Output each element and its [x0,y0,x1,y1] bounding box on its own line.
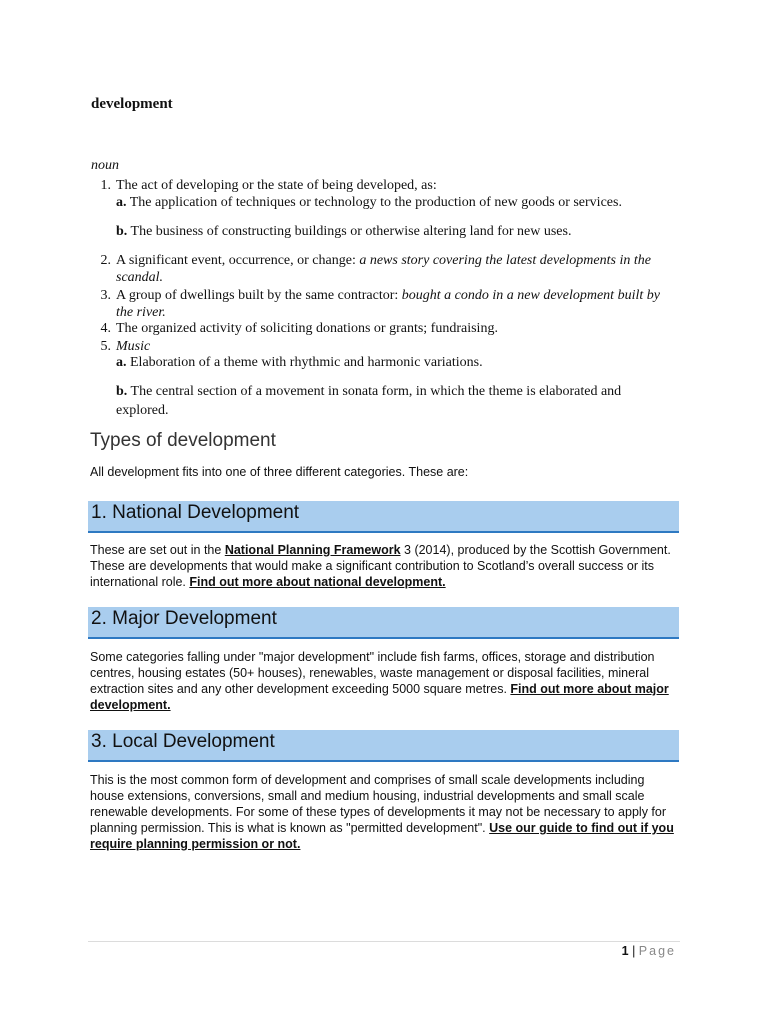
subdefinition [116,222,676,241]
section-paragraph: This is the most common form of development and comprises of small scale developments including house extensions, conversions, small and medium housing, industrial developments and small scale renewable developments. For some of these types of developments it may not be necessary to apply for planning permission. This is what is known as "permitted development". Use our guide to find out if you require planning permission or not. [90,773,674,851]
planning-permission-guide-link[interactable]: Use our guide to find out if you require planning permission or not. [90,821,674,851]
entry-title: development [91,96,173,112]
section-heading: 2. Major Development [91,608,277,629]
definition-text: The act of developing or the state of being developed, as: [116,178,437,193]
page-footer [622,944,676,958]
national-development-link[interactable]: Find out more about national development. [189,575,446,589]
definition-number: 1. [100,178,111,193]
definition-text: The organized activity of soliciting donations or grants; fundraising. [116,321,498,336]
subdefinition-label: b. [116,384,128,399]
subdefinition-label: a. [116,355,127,370]
section-paragraph: Some categories falling under "major development" include fish farms, offices, storage and distribution centres, housing estates (50+ houses), renewables, waste management or disposal facilities, mineral extraction sites and any other development exceeding 5000 square metres. Find out more about major development. [90,650,669,712]
definition-number: 3. [100,288,111,303]
section-heading-bar [88,501,679,533]
footer-separator: | [628,944,639,958]
definition-text: A group of dwellings built by the same contractor: [116,288,402,303]
definition-example: a news story covering the latest developments in the scandal. [116,253,651,285]
section-heading-bar [88,607,679,639]
footer-divider [88,941,680,942]
types-intro: All development fits into one of three different categories. These are: [90,465,469,479]
subdefinition [116,353,676,372]
section-heading: 3. Local Development [91,731,275,752]
section-heading-bar [88,730,679,762]
section-heading: 1. National Development [91,502,300,523]
subdefinition-label: b. [116,224,128,239]
definition-text: A significant event, occurrence, or change: [116,253,360,268]
national-planning-framework-link[interactable]: National Planning Framework [224,543,401,557]
page-word: Page [638,944,676,958]
part-of-speech: noun [91,158,119,173]
definition-number: 5. [100,339,111,354]
subdefinition [116,382,676,420]
subdefinition-text: The central section of a movement in sonata form, in which the theme is elaborated and explored. [116,384,622,418]
definition-number: 2. [100,253,111,268]
definition-number: 4. [100,321,111,336]
page-number: 1 [621,944,629,958]
section-paragraph: These are set out in the National Planning Framework 3 (2014), produced by the Scottish Government. These are developments that would make a significant contribution to Scotland’s overall success or its international role. Find out more about national development. [90,543,671,589]
subdefinition [116,193,676,212]
subdefinition-text: The application of techniques or technology to the production of new goods or services. [126,195,622,210]
subdefinition-text: Elaboration of a theme with rhythmic and harmonic variations. [126,355,483,370]
definition-example: bought a condo in a new development built by the river. [116,288,660,320]
major-development-link[interactable]: Find out more about major development. [90,682,669,712]
definition-domain-label: Music [116,339,151,354]
types-heading: Types of development [90,430,276,451]
subdefinition-text: The business of constructing buildings or otherwise altering land for new uses. [127,224,572,239]
subdefinition-label: a. [116,195,127,210]
